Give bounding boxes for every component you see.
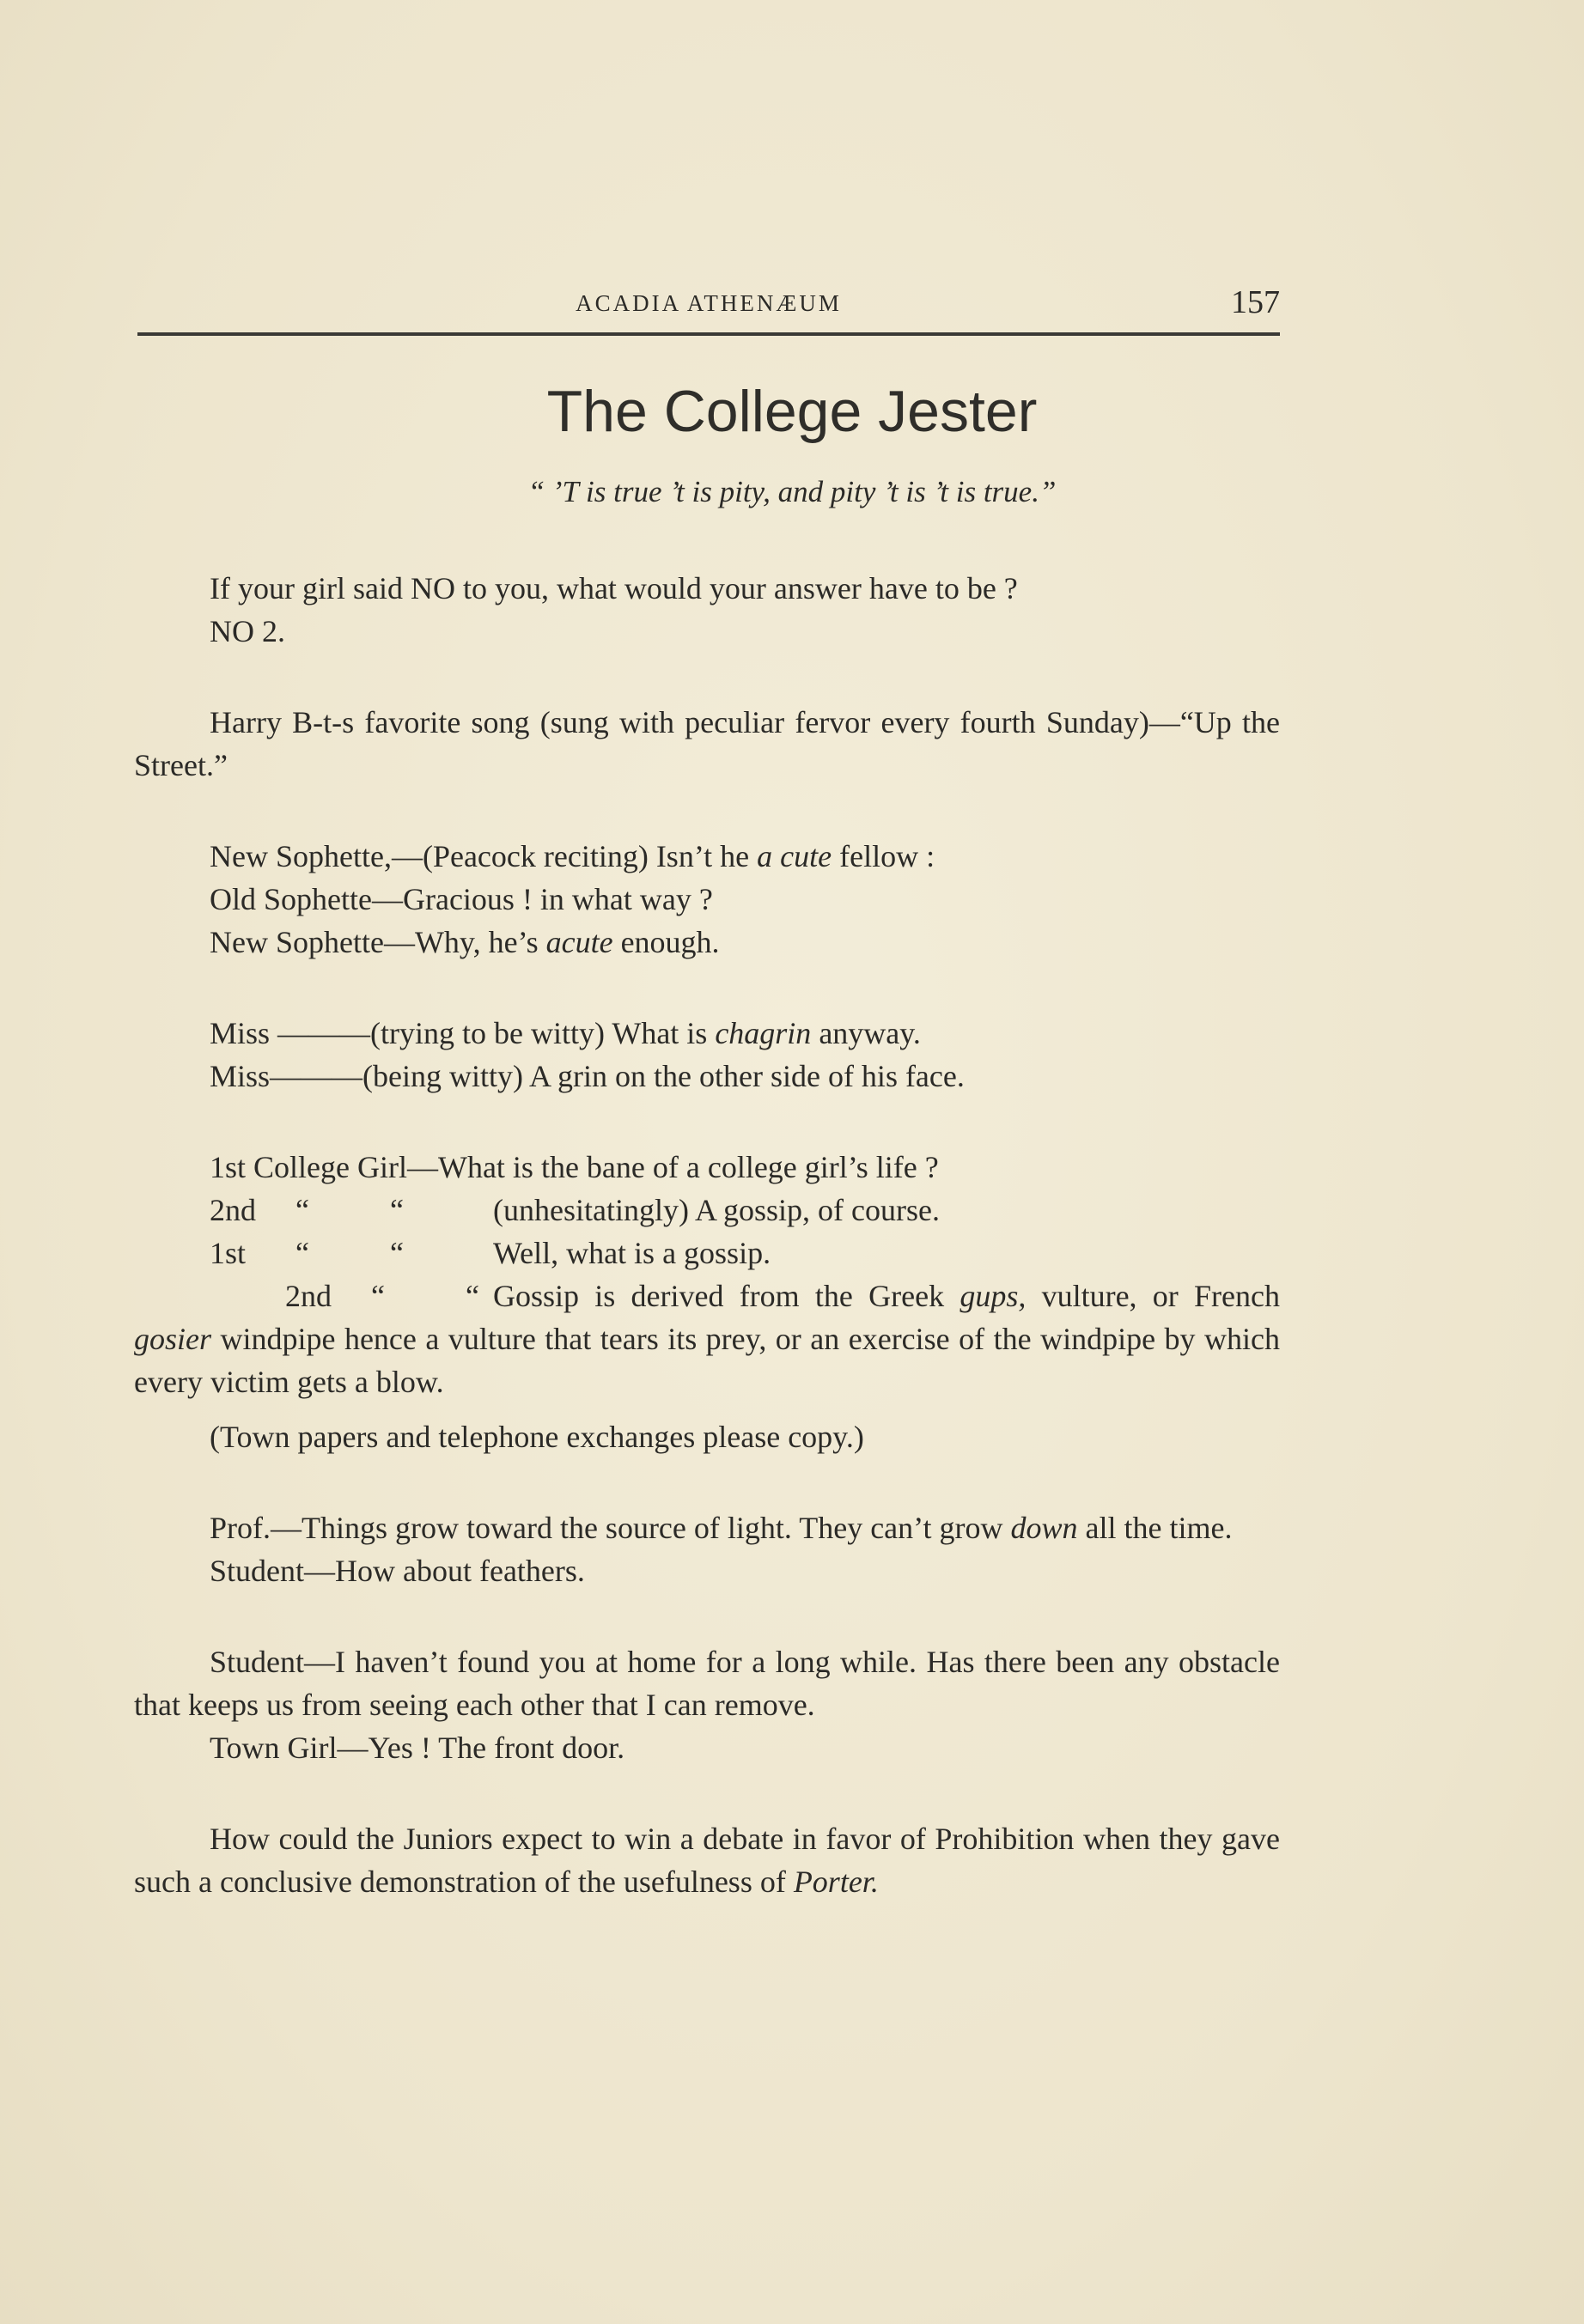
text-line: New Sophette—Why, he’s acute enough. — [210, 925, 720, 959]
joke-front-door — [134, 1640, 1280, 1769]
joke-no2 — [134, 567, 1280, 653]
text-line: (Town papers and telephone exchanges please copy.) — [210, 1420, 864, 1454]
text-line: Old Sophette—Gracious ! in what way ? — [210, 882, 713, 916]
text-line: New Sophette,—(Peacock reciting) Isn’t he a cute fellow : — [210, 839, 935, 873]
gossip-definition: 2nd “ “ Gossip is derived from the Greek gups, vulture, or French gosier windpipe hence a vulture that tears its prey, or an exercise of the windpipe by which every victim gets a blow. — [134, 1279, 1280, 1399]
joke-feathers — [134, 1506, 1280, 1592]
text-line: If your girl said NO to you, what would your answer have to be ? — [210, 571, 1018, 605]
running-title: ACADIA ATHENÆUM — [576, 290, 842, 316]
joke-gossip — [134, 1146, 1280, 1458]
text-line: Miss ———(trying to be witty) What is chagrin anyway. — [210, 1016, 921, 1050]
text-paragraph: Student—I haven’t found you at home for a long while. Has there been any obstacle that keeps us from seeing each other that I can remove. — [134, 1645, 1280, 1722]
dialogue-row: 1st “ “ Well, what is a gossip. — [210, 1236, 771, 1270]
joke-chagrin — [134, 1012, 1280, 1098]
joke-sophette — [134, 835, 1280, 964]
jokes-body — [134, 567, 1280, 1903]
text-paragraph: Prof.—Things grow toward the source of light. They can’t grow down all the time. — [210, 1511, 1233, 1545]
text-line: Student—How about feathers. — [210, 1554, 585, 1588]
page-title: The College Jester — [546, 379, 1038, 444]
running-head — [137, 283, 1280, 328]
epigraph: “ ’T is true ’t is pity, and pity ’t is ’t is true.” — [527, 475, 1057, 508]
dialogue-row: 2nd “ “ (unhesitatingly) A gossip, of course. — [210, 1193, 940, 1227]
text-line: Town Girl—Yes ! The front door. — [210, 1731, 625, 1765]
text-line: 1st College Girl—What is the bane of a college girl’s life ? — [210, 1150, 939, 1184]
page-number: 157 — [1231, 284, 1280, 320]
text-line: NO 2. — [210, 614, 285, 648]
text-line: Miss———(being witty) A grin on the other side of his face. — [210, 1059, 965, 1093]
joke-porter: How could the Juniors expect to win a debate in favor of Prohibition when they gave such a conclusive demonstration of the usefulness of Porter. — [134, 1822, 1280, 1899]
joke-favorite-song: Harry B-t-s favorite song (sung with peculiar fervor every fourth Sunday)—“Up the Street.” — [134, 705, 1280, 782]
header-rule — [137, 332, 1280, 336]
